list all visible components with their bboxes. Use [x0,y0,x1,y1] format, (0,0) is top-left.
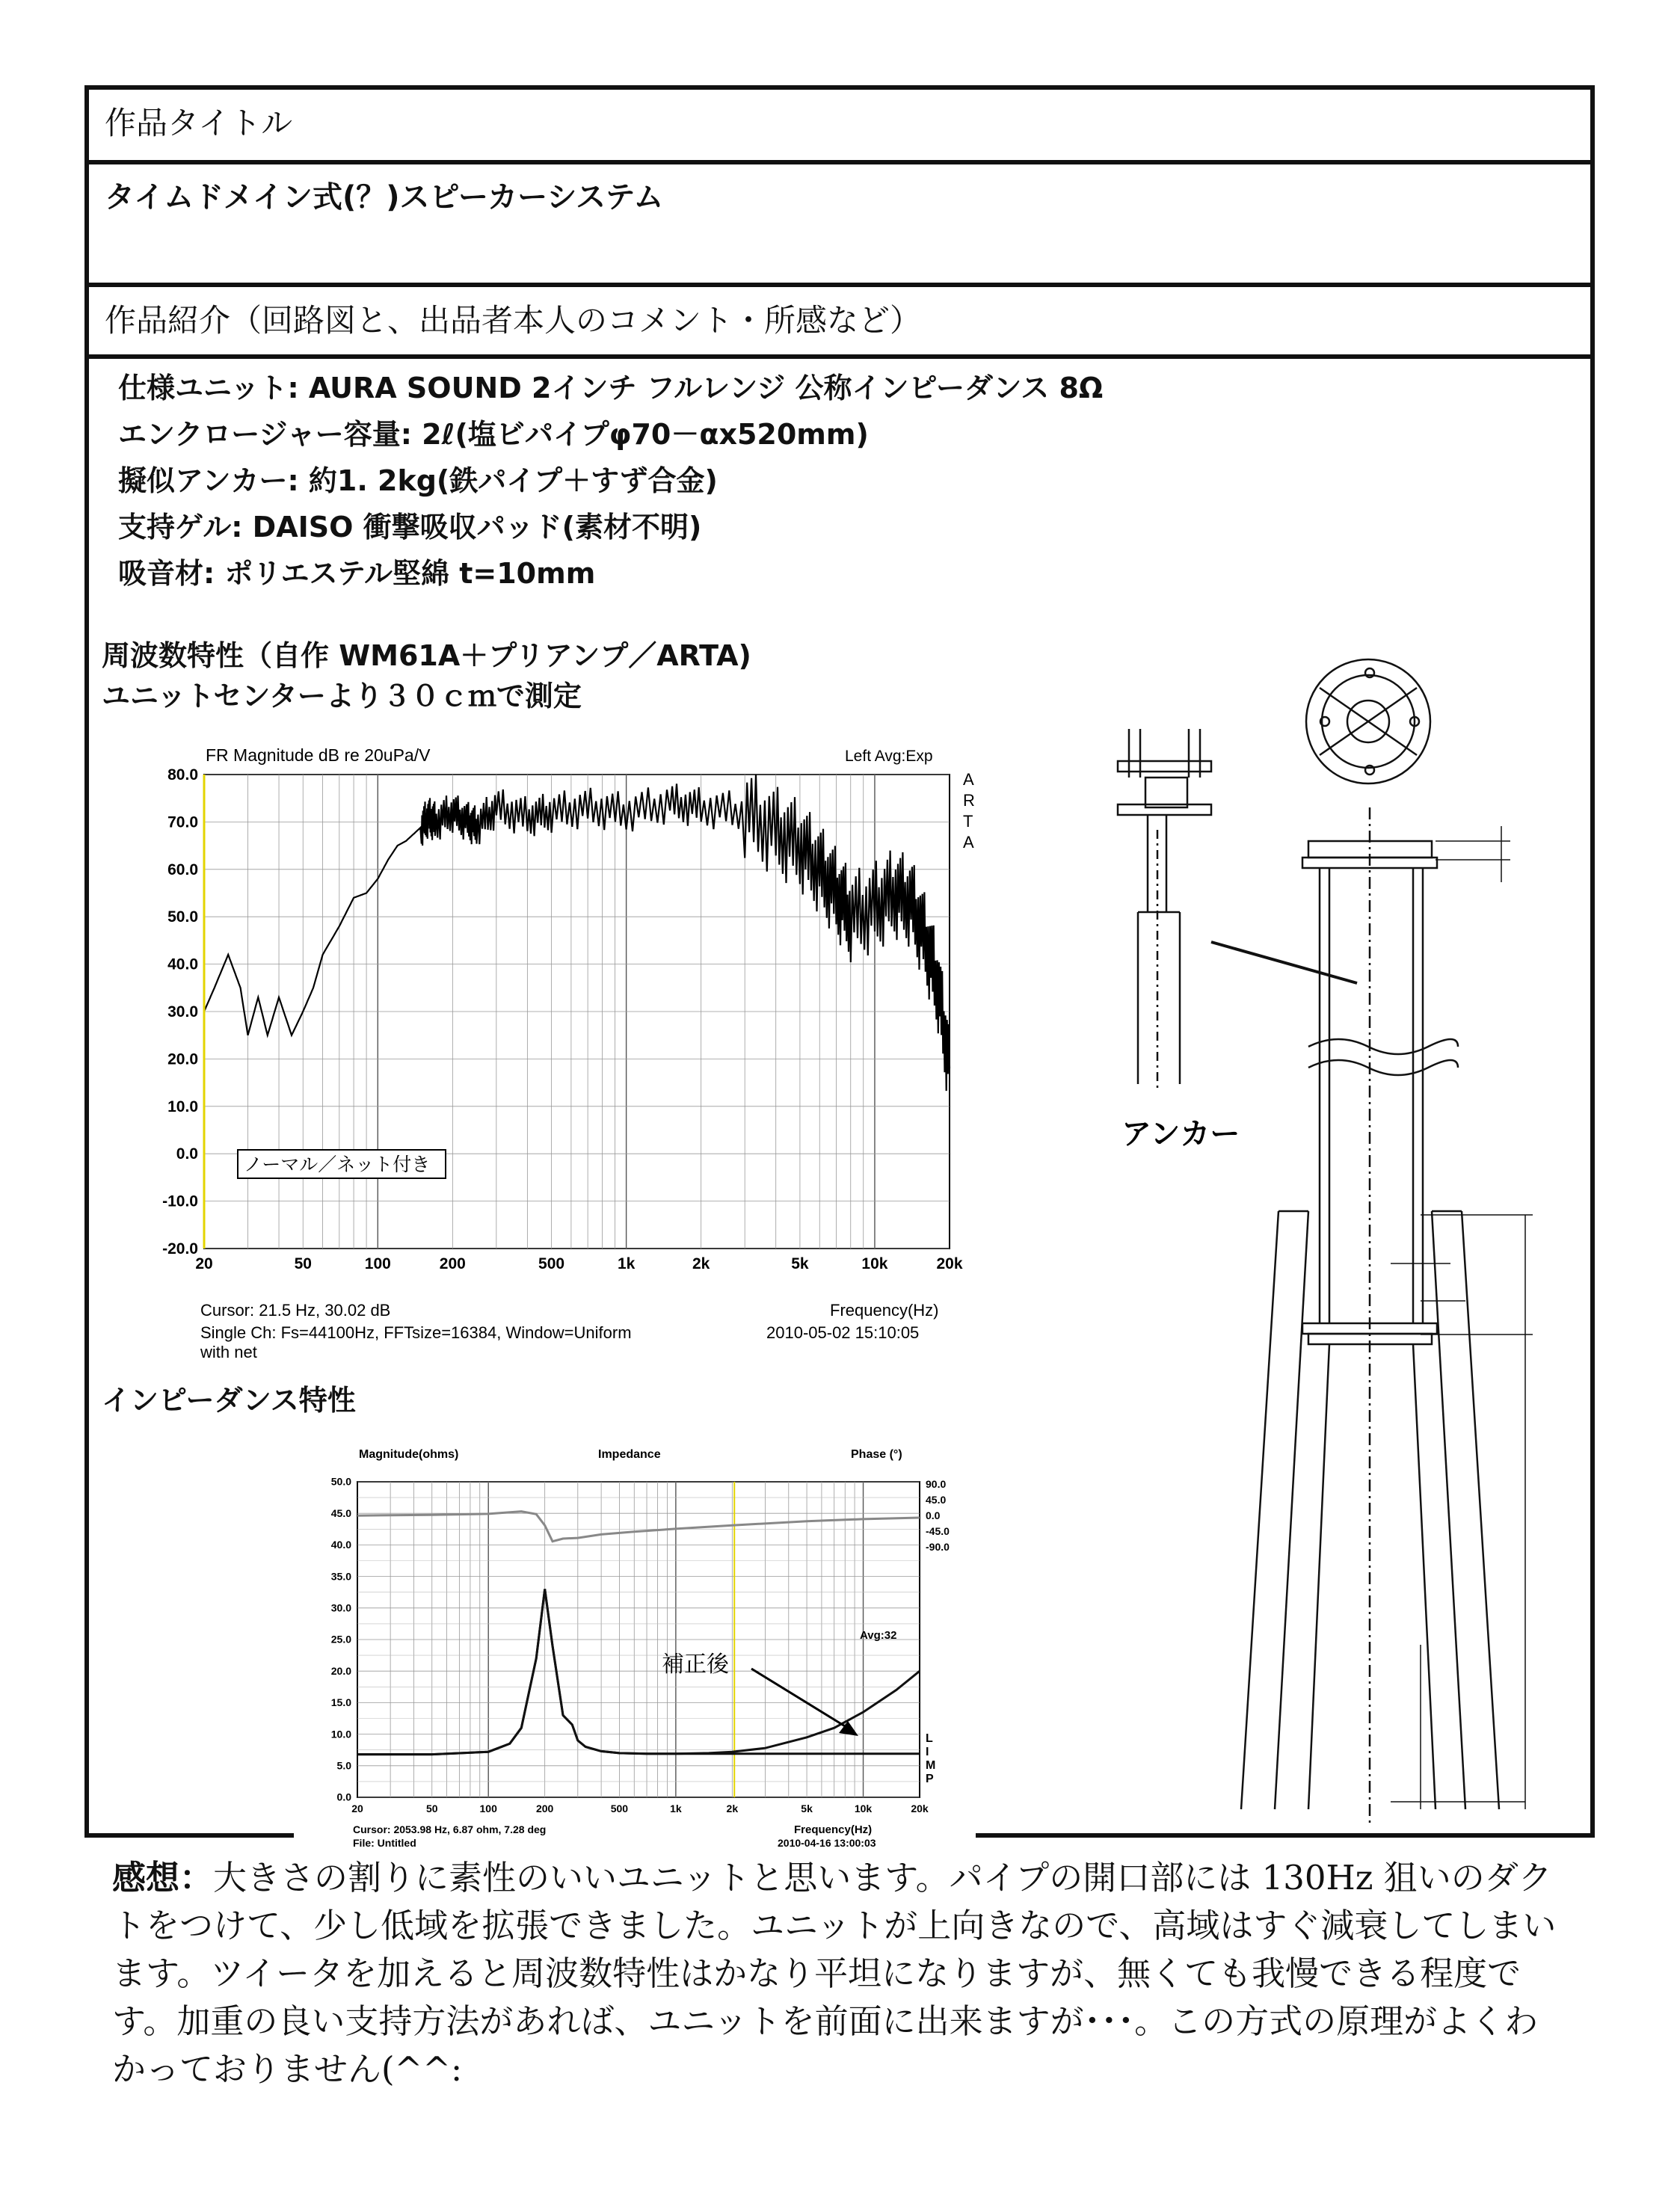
phase-tick-label: 0.0 [926,1509,941,1521]
imp-x-ticks [351,1803,929,1814]
imp-date: 2010-04-16 13:00:03 [778,1837,876,1849]
y-tick-label: 20.0 [167,1050,198,1068]
x-tick-label: 2k [692,1255,710,1272]
y-tick-label: 25.0 [330,1633,351,1646]
y-tick-label: 20.0 [330,1664,351,1677]
fr-heading-1: 周波数特性（自作 WM61A＋プリアンプ／ARTA) [102,639,751,672]
imp-side-letter: I [926,1746,929,1758]
impedance-chart [314,1443,987,1862]
fr-y-ticks [162,766,198,1258]
spec-anchor: 擬似アンカー: 約1. 2kg(鉄パイプ＋すず合金) [118,464,718,497]
imp-right-label: Phase (°) [851,1448,902,1461]
y-tick-label: 70.0 [167,813,198,831]
y-tick-label: 10.0 [167,1098,198,1115]
imp-corrected-line [357,1589,920,1755]
comment-text: 大きさの割りに素性のいいユニットと思います。パイプの開口部には 130Hz 狙いのダクトをつけて、少し低域を拡張できました。ユニットが上向きなので、高域はすぐ減衰してしまいます。ツイータを加えると周波数特性はかなり平坦になりますが、無くても我慢できる程度です。加重の良い支持方法があれば、ユニットを前面に出来ますが･･･。この方式の原理がよくわかっておりません(^^: [112,1858,1557,2089]
y-tick-label: 40.0 [330,1539,351,1551]
y-tick-label: 0.0 [336,1791,351,1803]
fr-side-letter: A [963,770,974,789]
imp-impedance-line [357,1589,920,1755]
x-tick-label: 100 [364,1255,391,1272]
speaker-drawing [1092,658,1570,1839]
x-tick-label: 20k [911,1803,929,1814]
frequency-response-chart [142,740,1002,1368]
intro-label: 作品紹介（回路図と、出品者本人のコメント・所感など） [105,302,922,339]
y-tick-label: 50.0 [167,908,198,926]
imp-phase-line [357,1512,920,1542]
imp-side-letter: P [926,1773,934,1785]
form-row-divider [84,160,1595,164]
fr-cursor-text: Cursor: 21.5 Hz, 30.02 dB [200,1301,391,1320]
y-tick-label: 80.0 [167,766,198,784]
x-tick-label: 50 [294,1255,312,1272]
imp-xlabel: Frequency(Hz) [794,1823,873,1836]
x-tick-label: 20 [195,1255,213,1272]
imp-side-label: Avg:32 [860,1629,897,1642]
fr-annotation: ノーマル／ネット付き [244,1154,431,1175]
fr-x-ticks [195,1255,963,1272]
dimensions [1391,826,1533,1809]
y-tick-label: 10.0 [330,1728,351,1740]
y-tick-label: 45.0 [330,1506,351,1519]
imp-phase-ticks [926,1478,950,1553]
fr-date: 2010-05-02 15:10:05 [766,1323,920,1342]
y-tick-label: 0.0 [176,1145,198,1163]
fr-side-letter: A [963,833,974,852]
x-tick-label: 20 [351,1803,363,1814]
x-tick-label: 200 [439,1255,466,1272]
x-tick-label: 500 [610,1803,629,1814]
phase-tick-label: 90.0 [926,1478,947,1490]
imp-annotation: 補正後 [662,1652,729,1677]
form-row-divider [84,354,1595,359]
anchor-label: アンカー [1121,1118,1240,1151]
x-tick-label: 2k [726,1803,739,1814]
y-tick-label: -10.0 [162,1192,198,1210]
y-tick-label: 15.0 [330,1696,351,1709]
spec-gel: 支持ゲル: DAISO 衝撃吸収パッド(素材不明) [118,511,702,544]
imp-side-letter: L [926,1732,933,1745]
fr-info: Single Ch: Fs=44100Hz, FFTsize=16384, Window=Uniform [200,1323,632,1342]
y-tick-label: 30.0 [167,1003,198,1021]
x-tick-label: 10k [861,1255,888,1272]
fr-xlabel: Frequency(Hz) [830,1301,939,1320]
phase-tick-label: -90.0 [926,1541,950,1553]
y-tick-label: 35.0 [330,1570,351,1583]
comment-block [112,1854,1563,2093]
imp-title: Impedance [598,1448,661,1461]
x-tick-label: 20k [936,1255,963,1272]
x-tick-label: 1k [670,1803,682,1814]
x-tick-label: 100 [479,1803,497,1814]
title-label: 作品タイトル [105,105,293,141]
fr-info-2: with net [200,1343,257,1361]
comment-label: 感想： [112,1858,214,1897]
y-tick-label: 50.0 [330,1475,351,1488]
form-bottom-border [84,1833,294,1838]
spec-unit: 仕様ユニット: AURA SOUND 2インチ フルレンジ 公称インピーダンス 8Ω [118,372,1104,404]
phase-tick-label: 45.0 [926,1494,947,1506]
y-tick-label: 40.0 [167,955,198,973]
imp-cursor-text: Cursor: 2053.98 Hz, 6.87 ohm, 7.28 deg [353,1823,547,1835]
title-value: タイムドメイン式(？)スピーカーシステム [105,180,664,215]
imp-annotation-arrow [751,1669,852,1731]
imp-file: File: Untitled [353,1837,416,1849]
phase-tick-label: -45.0 [926,1525,950,1537]
x-tick-label: 5k [801,1803,813,1814]
impedance-heading: インピーダンス特性 [102,1384,356,1417]
form-row-divider [84,283,1595,287]
fr-heading-2: ユニットセンターより３０ｃｍで測定 [102,680,582,712]
imp-grid [357,1482,920,1797]
spec-enclosure: エンクロージャー容量: 2ℓ(塩ビパイプφ70－αx520mm) [118,418,869,451]
y-tick-label: 30.0 [330,1601,351,1614]
y-tick-label: 5.0 [336,1759,351,1772]
fr-side-label [963,770,975,852]
imp-side-letter: M [926,1759,936,1772]
x-tick-label: 1k [617,1255,636,1272]
x-tick-label: 500 [538,1255,565,1272]
fr-title: FR Magnitude dB re 20uPa/V [206,745,431,765]
spec-list [118,365,1103,597]
y-tick-label: -20.0 [162,1240,198,1258]
x-tick-label: 50 [425,1803,438,1814]
anchor-arrow [1211,942,1357,983]
form-top-border [84,85,1595,90]
top-view [1306,659,1430,784]
fr-side-letter: T [963,812,973,831]
x-tick-label: 10k [854,1803,873,1814]
y-tick-label: 60.0 [167,861,198,878]
x-tick-label: 200 [535,1803,554,1814]
imp-y-ticks [331,1476,351,1803]
x-tick-label: 5k [791,1255,809,1272]
imp-left-label: Magnitude(ohms) [359,1448,459,1461]
fr-top-right: Left Avg:Exp [845,748,933,765]
imp-side-label-2 [926,1732,935,1785]
spec-absorber: 吸音材: ポリエステル堅綿 t=10mm [118,557,596,590]
fr-side-letter: R [963,791,975,810]
pipe [1302,807,1458,1824]
anchor-detail [1118,729,1211,1092]
